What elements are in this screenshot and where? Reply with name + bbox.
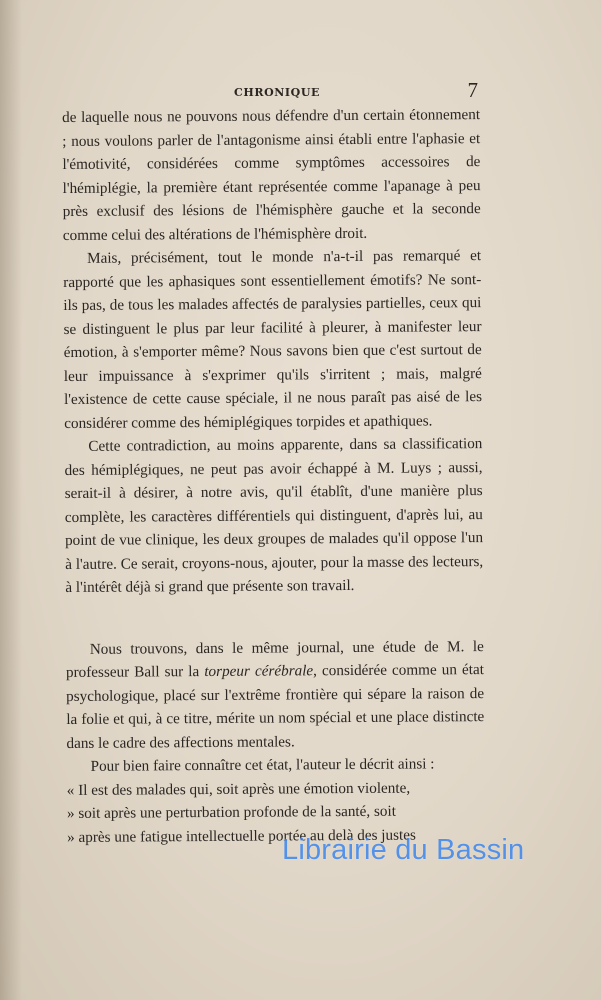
paragraph-5: Pour bien faire connaître cet état, l'auteur le décrit ainsi : [90, 755, 435, 775]
quote-line-1: « Il est des malades qui, soit après une émotion violente, [66, 779, 411, 799]
page-number: 7 [467, 78, 478, 102]
paragraph-1: de laquelle nous ne pouvons nous défendre d'un certain étonnement ; nous voulons parler de l'antagonisme ainsi établi entre l'aphasie et l'émotivité, considérées comme symptômes accessoires de l'hémiplégie, la première étant représentée comme l'apanage à peu près exclusif des lésions de l'hémisphère gauche et la seconde comme celui des altérations de l'hémisphère droit. [62, 106, 481, 244]
quote-line-3: » après une fatigue intellectuelle portée au delà des justes [67, 826, 416, 846]
page-header [62, 78, 480, 102]
quote-line-2: » soit après une perturbation profonde de la santé, soit [66, 802, 396, 822]
paragraph-2: Mais, précisément, tout le monde n'a-t-il pas remarqué et rapporté que les aphasiques sont essentiellement émotifs? Ne sont-ils pas, de tous les malades affectés de paralysies partielles, ceux qui se distinguent le plus par leur facilité à pleurer, à manifester leur émotion, à s'emporter même? Nous savons bien que c'est surtout de leur impuissance à s'exprimer qu'ils s'irritent ; mais, malgré l'existence de cette cause spéciale, il ne nous paraît pas aisé de les considérer comme des hémiplégiques torpides et apathiques. [63, 247, 483, 432]
watermark: Librairie du Bassin [282, 834, 525, 866]
paragraph-4-end: , considérée comme un état psychologique, placé sur l'extrême frontière qui sépare la raison de la folie et qui, à ce titre, mérite un nom spécial et une place distincte dans le cadre des affections mentales. [66, 661, 485, 752]
paragraph-4 [66, 635, 485, 755]
paragraph-3: Cette contradiction, au moins apparente, dans sa classification des hémiplégiques, ne peut pas avoir échappé à M. Luys ; aussi, serait-il à désirer, à notre avis, qu'il établît, d'une manière plus complète, les caractères différentiels qui distinguent, d'après lui, au point de vue clinique, les deux groupes de malades qu'il oppose l'un à l'autre. Ce serait, croyons-nous, ajouter, pour la masse des lecteurs, à l'intérêt déjà si grand que présente son travail. [64, 435, 484, 596]
running-head: CHRONIQUE [234, 86, 321, 99]
paragraph-4-start: Nous trouvons, dans le même journal, une étude de M. le professeur Ball sur la [65, 637, 484, 681]
body-text [62, 103, 485, 849]
paragraph-4-italic-term: torpeur cérébrale [204, 662, 314, 681]
